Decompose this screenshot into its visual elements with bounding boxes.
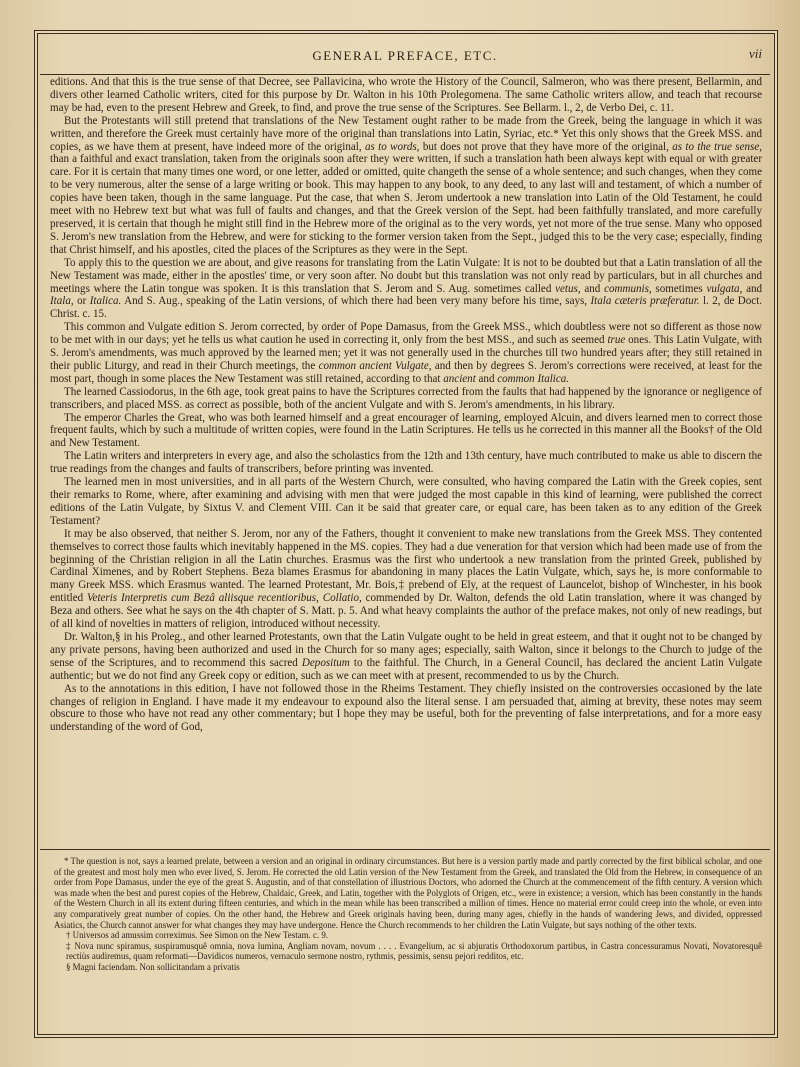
paragraph: As to the annotations in this edition, I have not followed those in the Rheims Testament. They chiefly insisted on the controversies occasioned by the late changes of religion in England. I have made it my endeavour to expound also the literal sense. I am persuaded that, aiming at brevity, these notes may seem obscure to those who have not read any other commentary; but I hope they may be useful, both for the preventing of false interpretations, and for a more easy understanding of the word of God, [50, 682, 762, 734]
paragraph: The learned men in most universities, and in all parts of the Western Church, were consulted, who having compared the Latin with the Greek copies, sent their remarks to Rome, where, after examining and advising with men that were judged the most capable in this kind of learning, were published the correct editions of the Latin Vulgate, by Sixtus V. and Clement VIII. Can it be said that greater care, or equal care, has been taken as to any edition of the Greek Testament? [50, 476, 762, 527]
page-header [40, 36, 770, 75]
paragraph: It may be also observed, that neither S. Jerom, nor any of the Fathers, thought it convenient to make new translations from the Greek MSS. They contented themselves to correct those faults which inevitably happened in the MS. copies. They had a due veneration for that version which had been made use of from the beginning of the Christian religion in all the Latin churches. Erasmus was the first who undertook a new translation from the printed Greek, published by Cardinal Ximenes, and by Robert Stephens. Beza blames Erasmus for abandoning in many places the Latin Vulgate, which, says he, is more conformable to many Greek MSS. which Erasmus wanted. The learned Protestant, Mr. Bois,‡ prebend of Ely, at the request of Launcelot, bishop of Winchester, in his book entitled Veteris Interpretis cum Bezâ aliisque recentioribus, Collatio, commended by Dr. Walton, defends the old Latin translation, where it was changed by Beza and others. See what he says on the 4th chapter of S. Matt. p. 5. And what heavy complaints the author of the preface makes, not only of new readings, but of all kind of novelties in matters of religion, introduced without necessity. [50, 527, 762, 631]
paragraph: editions. And that this is the true sense of that Decree, see Pallavicina, who wrote the History of the Council, Salmeron, who was there present, Bellarmin, and divers other learned Catholic writers, cited for this purpose by Dr. Walton in his 10th Prolegomena. The same Catholic writers allow, and teach that recourse may be had, even to the present Hebrew and Greek, to find, and prove the true sense of the Scriptures. See Bellarm. l., 2, de Verbo Dei, c. 11. [50, 76, 762, 114]
footnote-divider [40, 849, 770, 850]
footnote: * The question is not, says a learned prelate, between a version and an original in ordinary circumstances. But here is a version partly made and partly corrected by the first biblical scholar, and one of the greatest and most holy men who ever lived, S. Jerom. He corrected the old Latin version of the New Testament from the Greek, and translated the Old from the Hebrew, in consequence of an order from Pope Damasus, under the eye of the great S. Augustin, and of that constellation of illustrious Doctors, who adorned the Church at the commencement of the fifth century. A version which was made when the best and purest copies of the Hebrew, Chaldaic, Greek, and Latin, together with the Polyglots of Origen, etc., were in existence; a version, which has been constantly in the hands of the Western Church in all its extent during fifteen centuries, and which in the mean while has been transcribed a million of times. Hence no material error could creep into the whole, or even into any comparatively great number of copies. On the other hand, the Hebrew and Greek originals having been, during many ages, chiefly in the hands of wandering Jews, and divided, oppressed Asiatics, the Church cannot answer for what changes they may have undergone. Hence the Church recommends to her children the Latin Vulgate, but says nothing of the other texts. [54, 856, 762, 930]
paragraph: To apply this to the question we are about, and give reasons for translating from the Latin Vulgate: It is not to be doubted but that a Latin translation of all the New Testament was made, either in the apostles' time, or very soon after. No doubt but this translation was not only read by particulars, but in all churches and meetings where the Latin tongue was spoken. It is this translation that S. Jerom and S. Aug. sometimes called vetus, and communis, sometimes vulgata, and Itala, or Italica. And S. Aug., speaking of the Latin versions, of which there had been very many before his time, says, Itala cæteris præferatur. l. 2, de Doct. Christ. c. 15. [50, 256, 763, 321]
paragraph: This common and Vulgate edition S. Jerom corrected, by order of Pope Damasus, from the Greek MSS., which doubtless were not so different as those now to be met with in our days; yet he tells us what caution he used in correcting it, only from the best MSS., and such as seemed true ones. This Latin Vulgate, with S. Jerom's amendments, was much approved by the learned men; yet it was not generally used in the churches till two hundred years after; they still retained in their public Liturgy, and read in their Church meetings, the common ancient Vulgate, and then by degrees S. Jerom's corrections were received, at least for the most part, though in some places the New Testament was still retained, according to that ancient and common Italica. [50, 321, 762, 385]
main-text [50, 76, 762, 734]
paragraph: Dr. Walton,§ in his Proleg., and other learned Protestants, own that the Latin Vulgate ought to be held in great esteem, and that it ought not to be changed by any private persons, having been authorized and used in the Church for so many ages; especially, saith Walton, since it belongs to the Church to judge of the sense of the Scriptures, and to recommend this sacred Depositum to the faithful. The Church, in a General Council, has declared the ancient Latin Vulgate authentic; but we do not find any Greek copy or edition, such as we can meet with at present, recommended to us by the Church. [50, 630, 763, 682]
footnote: § Magni faciendam. Non sollicitandam a privatis [66, 961, 240, 972]
paragraph: The Latin writers and interpreters in every age, and also the scholastics from the 12th and 13th century, have much contributed to make us able to discern the true readings from the changes and faults of transcribers, before printing was invented. [50, 450, 762, 476]
footnote: ‡ Nova nunc spiramus, suspiramusquê omnia, nova lumina, Angliam novam, novum . . . . Evangelium, ac si abjuratis Orthodoxorum partibus, in Castra concessuramus Novati, Novatoresquê rectiùs audiremus, quam reformati—Davidicos numeros, vernaculo sermone nostro, rythmis, pessimis, sensu pejori redditos, etc. [66, 940, 762, 962]
footnotes [54, 856, 762, 973]
running-head: GENERAL PREFACE, ETC. [312, 48, 498, 63]
footnote: † Universos ad amussim correximus. See Simon on the New Testam. c. 9. [66, 930, 328, 941]
page-number: vii [749, 46, 762, 61]
paragraph: But the Protestants will still pretend that translations of the New Testament ought rather to be made from the Greek, being the language in which it was written, and therefore the Greek must certainly have more of the original than translations into Latin, Syriac, etc.* Yet this only shows that the Greek MSS. and copies, as we have them at present, have indeed more of the original, as to words, but does not prove that they have more of the original, as to the true sense, than a faithful and exact translation, taken from the originals soon after they were written, if such a translation hath been always kept with equal or with greater care. For it is certain that many times one word, or one letter, added or omitted, quite changeth the sense of a whole sentence; and such changes, when they come to be very numerous, alter the sense of a large writing or book. This may happen to any book, to any deed, to any last will and testament, of which a number of copies have been taken, though in the same language. Put the case, that when S. Jerom undertook a new translation into Latin of the Old Testament, he could meet with no Hebrew text but what was full of faults and changes, and that the Greek version of the Sept. had been faithfully translated, and more carefully preserved, it is certain that though he might still find in the Hebrew more of the original as to the very words, yet not more of the true sense. Many who opposed S. Jerom's new translation from the Hebrew, and were for sticking to the former version taken from the Sept., judged this to be the very case; especially, finding that Christ himself, and his apostles, cited the places of the Scriptures as they were in the Sept. [50, 114, 762, 256]
paragraph: The emperor Charles the Great, who was both learned himself and a great encourager of learning, employed Alcuin, and divers learned men to correct those frequent faults, which by such a multitude of written copies, were found in the Latin Scriptures. He tells us he corrected in this manner all the Books† of the Old and New Testament. [50, 411, 762, 450]
paragraph: The learned Cassiodorus, in the 6th age, took great pains to have the Scriptures corrected from the faults that had happened by the ignorance or negligence of transcribers, and placed MSS. as correct as possible, both of the ancient Vulgate and with S. Jerom's amendments, in his library. [50, 385, 762, 411]
